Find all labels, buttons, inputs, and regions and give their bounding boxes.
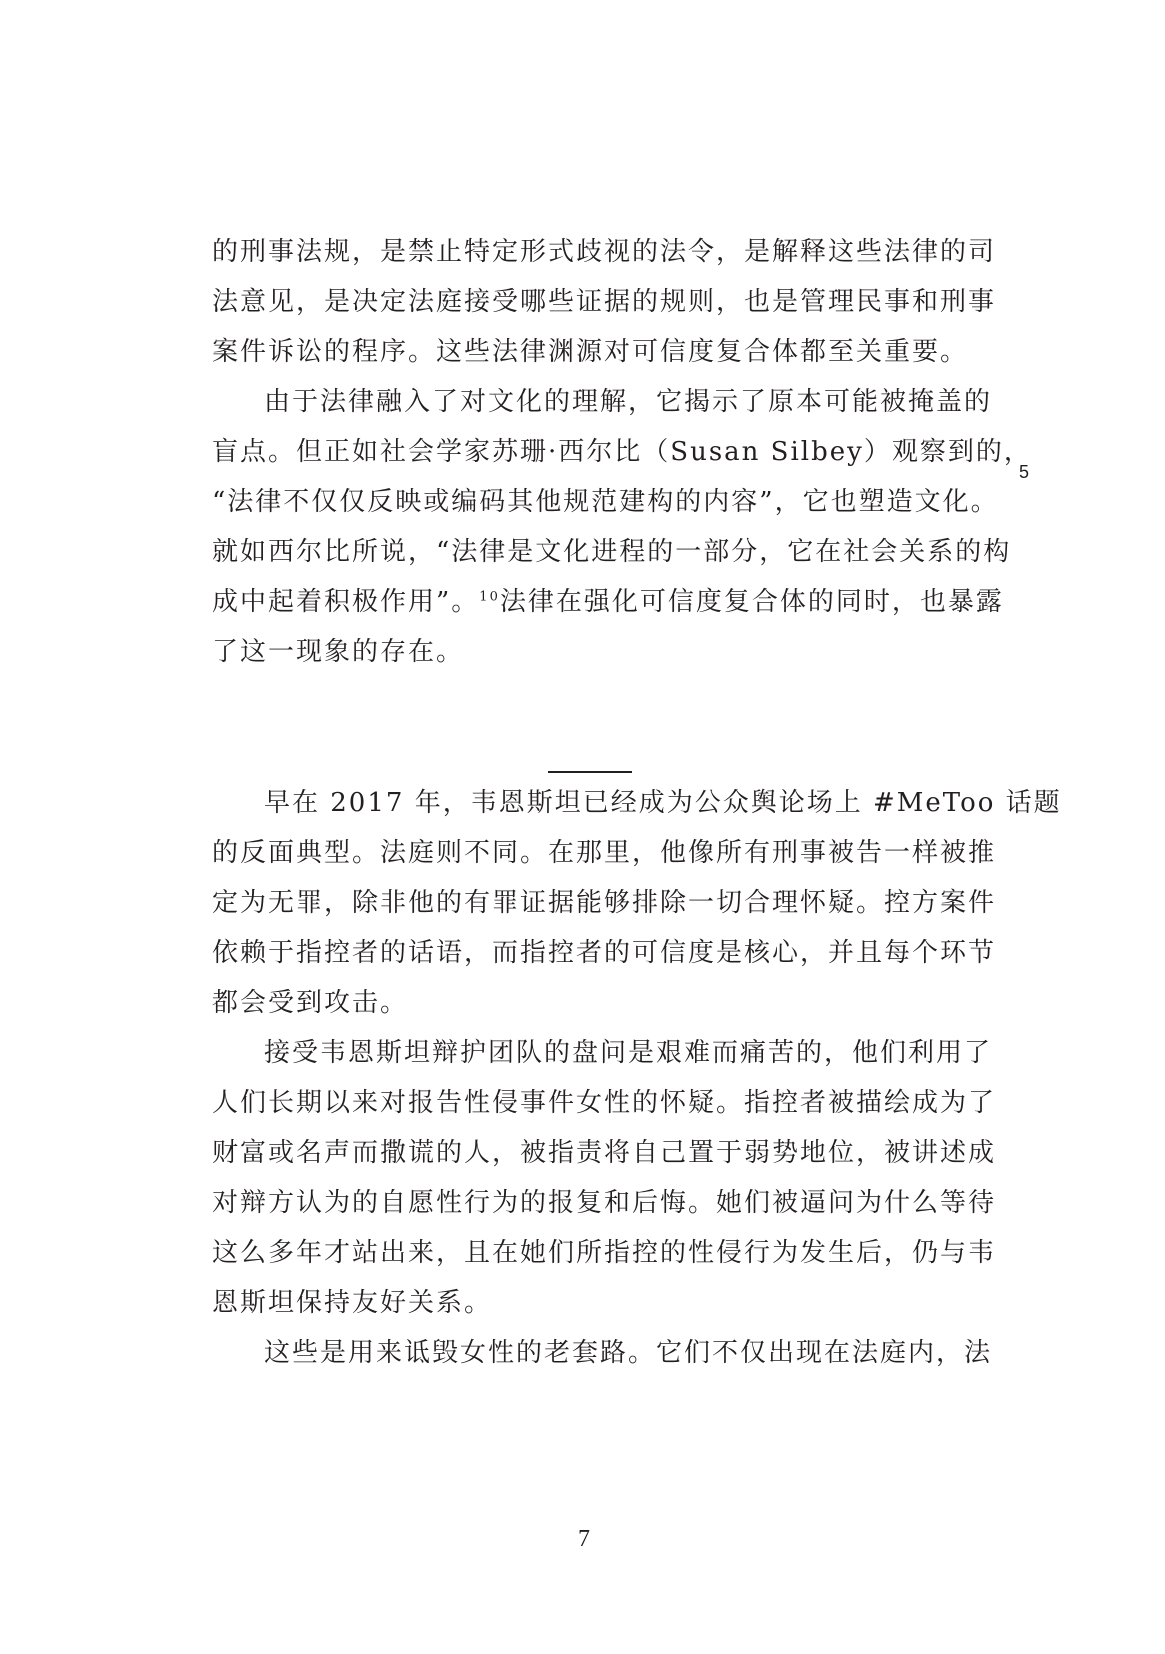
text-line: 定为无罪，除非他的有罪证据能够排除一切合理怀疑。控方案件: [212, 888, 997, 918]
text-line: 的刑事法规，是禁止特定形式歧视的法令，是解释这些法律的司: [212, 237, 997, 267]
text-line: 都会受到攻击。: [212, 988, 409, 1018]
text-segment: 法律在强化可信度复合体的同时，也暴露: [499, 587, 1004, 617]
text-line: 对辩方认为的自愿性行为的报复和后悔。她们被逼问为什么等待: [212, 1188, 997, 1218]
text-line: 早在 2017 年，韦恩斯坦已经成为公众舆论场上 #MeToo 话题: [264, 788, 1062, 818]
text-segment: 成中起着积极作用”。: [212, 587, 480, 617]
page-number: 7: [578, 1526, 590, 1552]
text-line: 恩斯坦保持友好关系。: [212, 1288, 493, 1318]
text-line: 就如西尔比所说，“法律是文化进程的一部分，它在社会关系的构: [212, 537, 1012, 567]
text-line: [212, 583, 1004, 621]
margin-line-number: 5: [1019, 462, 1030, 482]
text-line: 这些是用来诋毁女性的老套路。它们不仅出现在法庭内，法: [264, 1338, 993, 1368]
text-line: “法律不仅仅反映或编码其他规范建构的内容”，它也塑造文化。: [212, 487, 999, 517]
section-divider: [548, 771, 632, 773]
text-line: 案件诉讼的程序。这些法律渊源对可信度复合体都至关重要。: [212, 337, 969, 367]
text-line: 人们长期以来对报告性侵事件女性的怀疑。指控者被描绘成为了: [212, 1088, 997, 1118]
text-line: 这么多年才站出来，且在她们所指控的性侵行为发生后，仍与韦: [212, 1238, 997, 1268]
text-line: 接受韦恩斯坦辩护团队的盘问是艰难而痛苦的，他们利用了: [264, 1038, 993, 1068]
text-line: 财富或名声而撒谎的人，被指责将自己置于弱势地位，被讲述成: [212, 1138, 997, 1168]
text-line: 的反面典型。法庭则不同。在那里，他像所有刑事被告一样被推: [212, 838, 997, 868]
text-line: 由于法律融入了对文化的理解，它揭示了原本可能被掩盖的: [264, 387, 993, 417]
text-line: 依赖于指控者的话语，而指控者的可信度是核心，并且每个环节: [212, 938, 997, 968]
text-line: 了这一现象的存在。: [212, 637, 465, 667]
footnote-reference[interactable]: 10: [479, 589, 500, 605]
text-line: 盲点。但正如社会学家苏珊·西尔比（Susan Silbey）观察到的，: [212, 437, 1032, 467]
text-line: 法意见，是决定法庭接受哪些证据的规则，也是管理民事和刑事: [212, 287, 997, 317]
